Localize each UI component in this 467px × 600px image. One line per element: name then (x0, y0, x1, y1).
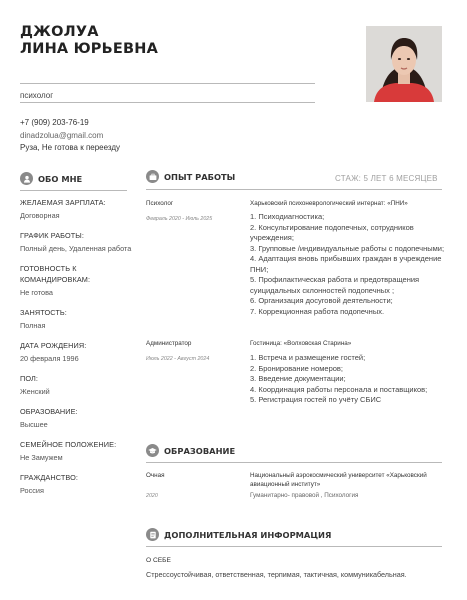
candidate-name (20, 24, 158, 58)
job-1-company: Харьковский психоневрологический интернат: «ПНИ» (250, 200, 408, 207)
section-experience-header (146, 170, 235, 183)
divider-top (20, 83, 315, 84)
about-field-value: Не Замужем (20, 453, 63, 462)
about-field-label: ДАТА РОЖДЕНИЯ: (20, 341, 87, 350)
job-2-position: Администратор (146, 340, 192, 347)
education-institution: Национальный аэрокосмический университет «Харьковский авиационный институт» (250, 472, 427, 488)
contacts (20, 117, 120, 155)
about-field-label: ЖЕЛАЕМАЯ ЗАРПЛАТА: (20, 198, 106, 207)
job-2-company: Гостиница: «Волховская Старина» (250, 340, 352, 347)
about-fields (20, 197, 132, 505)
briefcase-icon (146, 170, 159, 183)
about-field-value: Высшее (20, 420, 48, 429)
location: Руза, Не готова к переезду (20, 143, 121, 152)
about-field-value: Женский (20, 387, 50, 396)
about-field-label: ОБРАЗОВАНИЕ: (20, 407, 78, 416)
duty-item: 2. Консультирование подопечных, сотрудников учреждения; (250, 222, 414, 242)
duty-item: 3. Введение документации; (250, 374, 346, 383)
info-icon (146, 528, 159, 541)
about-field (20, 340, 132, 364)
about-field-value: Полная (20, 321, 46, 330)
about-field (20, 406, 132, 430)
about-field (20, 263, 132, 298)
profile-photo (366, 26, 442, 102)
phone-number[interactable]: +7 (909) 203-76-19 (20, 118, 89, 127)
about-field (20, 230, 132, 254)
profession: психолог (20, 91, 54, 100)
email-address[interactable]: dinadzolua@gmail.com (20, 130, 104, 140)
portrait-image (366, 26, 442, 102)
job-1-dates: Февраль 2020 - Июль 2025 (146, 216, 213, 222)
education-year: 2020 (146, 493, 158, 499)
section-additional-header (146, 528, 331, 541)
section-education-header (146, 444, 235, 457)
divider-about (20, 190, 127, 191)
about-field-label: ГОТОВНОСТЬ К КОМАНДИРОВКАМ: (20, 264, 91, 284)
duty-item: 6. Организация досуговой деятельности; (250, 296, 393, 305)
user-icon (20, 172, 33, 185)
about-field (20, 439, 132, 463)
duty-item: 3. Групповые /индивидуальные работы с подопечными; (250, 243, 445, 253)
about-field-value: 20 февраля 1996 (20, 354, 79, 363)
graduation-icon (146, 444, 159, 457)
section-education-title: ОБРАЗОВАНИЕ (164, 445, 236, 456)
divider-profession (20, 102, 315, 103)
name-line-2: ЛИНА ЮРЬЕВНА (20, 41, 158, 57)
divider-additional (146, 546, 442, 547)
about-self-label: О СЕБЕ (146, 557, 171, 564)
about-field (20, 307, 132, 331)
about-field-label: ЗАНЯТОСТЬ: (20, 308, 67, 317)
section-additional-title: ДОПОЛНИТЕЛЬНАЯ ИНФОРМАЦИЯ (164, 529, 332, 540)
section-about-header (20, 172, 82, 185)
about-self-text: Стрессоустойчивая, ответственная, терпимая, тактичная, коммуникабельная. (146, 570, 407, 579)
education-specialty: Гуманитарно- правовой , Психология (250, 492, 359, 499)
about-field-label: СЕМЕЙНОЕ ПОЛОЖЕНИЕ: (20, 440, 117, 449)
about-field-label: ГРАФИК РАБОТЫ: (20, 231, 84, 240)
name-line-1: ДЖОЛУА (20, 24, 99, 40)
duty-item: 4. Адаптация вновь прибывших граждан в учреждение ПНИ; (250, 254, 442, 274)
experience-total: СТАЖ: 5 ЛЕТ 6 МЕСЯЦЕВ (335, 174, 438, 183)
education-form: Очная (146, 472, 165, 479)
about-field-value: Не готова (20, 288, 53, 297)
duty-item: 5. Регистрация гостей по учёту СБИС (250, 395, 382, 404)
about-field-label: ГРАЖДАНСТВО: (20, 473, 79, 482)
divider-experience (146, 189, 442, 190)
job-2-duties (250, 353, 446, 406)
about-field-label: ПОЛ: (20, 374, 39, 383)
about-field (20, 472, 132, 496)
about-field (20, 197, 132, 221)
duty-item: 5. Профилактическая работа и предотвращения суицидальных склонностей подопечных ; (250, 275, 420, 295)
about-field-value: Договорная (20, 211, 60, 220)
duty-item: 2. Бронирование номеров; (250, 363, 343, 373)
duty-item: 4. Координация работы персонала и поставщиков; (250, 384, 428, 394)
duty-item: 1. Психодиагностика; (250, 212, 325, 221)
duty-item: 7. Коррекционная работа подопечных. (250, 306, 385, 316)
section-about-title: ОБО МНЕ (38, 173, 83, 184)
job-2-dates: Июль 2022 - Август 2024 (146, 356, 210, 362)
about-field-value: Полный день, Удаленная работа (20, 244, 132, 253)
job-1-position: Психолог (146, 200, 174, 207)
about-field-value: Россия (20, 486, 44, 495)
divider-education (146, 462, 442, 463)
duty-item: 1. Встреча и размещение гостей; (250, 353, 366, 362)
job-1-duties (250, 212, 446, 317)
section-experience-title: ОПЫТ РАБОТЫ (164, 171, 236, 182)
about-field (20, 373, 132, 397)
